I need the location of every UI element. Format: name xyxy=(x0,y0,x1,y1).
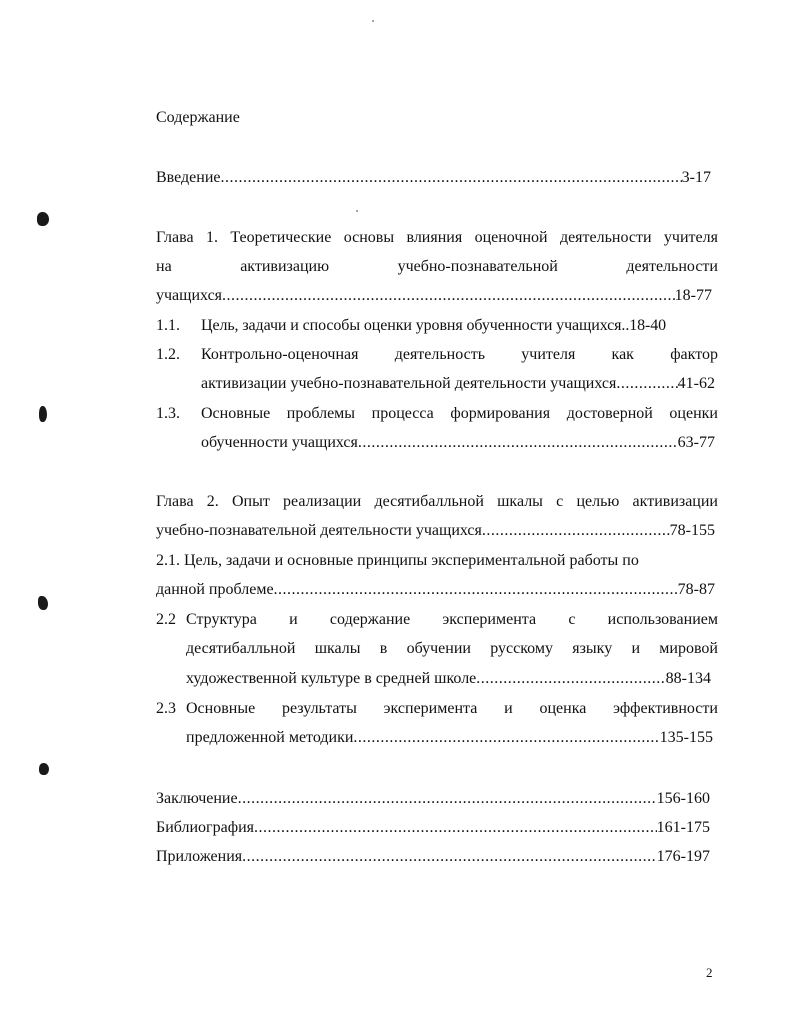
word: учебно-познавательной xyxy=(397,258,558,275)
word: целью xyxy=(576,493,620,510)
word: эффективности xyxy=(613,700,718,717)
toc-label: Библиография xyxy=(156,819,254,836)
toc-pages: 176-197 xyxy=(656,848,710,865)
word: десятибалльной xyxy=(186,640,296,657)
word: результаты xyxy=(281,700,357,717)
word: с xyxy=(568,611,576,628)
toc-pages: 156-160 xyxy=(656,790,710,807)
toc-section-1-1: Цель, задачи и способы оценки уровня обученности учащихся..18-40 xyxy=(201,317,667,334)
toc-label: художественной культуре в средней школе xyxy=(186,670,477,687)
toc-label: предложенной методики xyxy=(186,729,354,746)
toc-section-2-2-line1 xyxy=(186,610,718,630)
toc-pages: 135-155 xyxy=(659,729,713,746)
page-title: Содержание xyxy=(156,109,240,126)
word: эксперимента xyxy=(383,700,478,717)
toc-leader xyxy=(616,374,677,394)
word: процесса xyxy=(371,405,434,422)
toc-section-2-3-line2 xyxy=(186,728,713,748)
word: проблемы xyxy=(286,405,356,422)
toc-label: данной проблеме xyxy=(156,581,274,598)
section-number: 1.2. xyxy=(156,346,180,363)
toc-chapter2-line2 xyxy=(156,521,715,541)
word: на xyxy=(156,258,172,275)
scan-mark-1 xyxy=(37,212,49,226)
word: Контрольно-оценочная xyxy=(201,346,359,363)
toc-entry-conclusion xyxy=(156,789,710,809)
toc-pages: 161-175 xyxy=(656,819,710,836)
toc-label: учебно-познавательной деятельности учащихся xyxy=(156,522,482,539)
word: использованием xyxy=(607,611,718,628)
toc-leader xyxy=(242,847,657,867)
toc-section-2-1-line2 xyxy=(156,580,715,600)
toc-label: учащихся xyxy=(156,287,223,304)
word: достоверной xyxy=(566,405,653,422)
toc-pages: 41-62 xyxy=(677,375,715,392)
toc-pages: 78-155 xyxy=(669,522,715,539)
section-number: 2.2 xyxy=(156,611,176,628)
word: шкалы xyxy=(314,640,361,657)
word: реализации xyxy=(283,493,362,510)
word: фактор xyxy=(670,346,718,363)
toc-label: активизации учебно-познавательной деятельности учащихся xyxy=(201,375,617,392)
word: Теоретические xyxy=(230,229,332,246)
toc-leader xyxy=(353,728,659,748)
scan-mark-3 xyxy=(38,596,48,610)
scan-mark-2 xyxy=(39,406,47,422)
toc-leader xyxy=(274,580,678,600)
toc-section-1-2-line2 xyxy=(201,374,715,394)
word: оценки xyxy=(669,405,718,422)
page-number: 2 xyxy=(706,965,713,980)
toc-leader xyxy=(238,789,657,809)
toc-section-1-3-line1 xyxy=(201,404,718,424)
word: в xyxy=(379,640,388,657)
word: оценка xyxy=(539,700,587,717)
word: языку xyxy=(572,640,613,657)
word: основы xyxy=(343,229,395,246)
toc-section-1-2-line1 xyxy=(201,345,718,365)
toc-leader xyxy=(482,521,670,541)
word: активизацию xyxy=(240,258,330,275)
word: деятельности xyxy=(626,258,718,275)
word: шкалы xyxy=(497,493,543,510)
toc-section-2-3-line1 xyxy=(186,699,718,719)
word: как xyxy=(611,346,634,363)
toc-section-2-1-line1: 2.1. Цель, задачи и основные принципы экспериментальной работы по xyxy=(156,552,639,569)
toc-entry-bibliography xyxy=(156,818,710,838)
word: влияния xyxy=(406,229,463,246)
scan-mark-4 xyxy=(39,763,49,775)
toc-pages: 78-87 xyxy=(677,581,715,598)
word: содержание xyxy=(329,611,411,628)
word: 1. xyxy=(205,229,218,246)
word: учителя xyxy=(521,346,576,363)
word: деятельность xyxy=(394,346,486,363)
toc-section-1-3-line2 xyxy=(201,433,715,453)
toc-pages: 18-77 xyxy=(674,287,712,304)
toc-leader xyxy=(221,168,682,188)
word: и xyxy=(631,640,641,657)
toc-section-2-2-line2 xyxy=(186,639,718,659)
toc-leader xyxy=(358,433,678,453)
toc-chapter1-line3 xyxy=(156,286,712,306)
word: обучении xyxy=(406,640,471,657)
word: Основные xyxy=(186,700,256,717)
toc-leader xyxy=(476,669,665,689)
toc-entry-introduction xyxy=(156,168,711,188)
toc-label: Введение xyxy=(156,169,221,186)
word: Глава xyxy=(156,229,194,246)
toc-label: Приложения xyxy=(156,848,243,865)
word: мировой xyxy=(659,640,718,657)
toc-chapter1-line2 xyxy=(156,257,718,277)
word: Основные xyxy=(201,405,271,422)
toc-section-2-2-line3 xyxy=(186,669,711,689)
toc-leader xyxy=(254,818,657,838)
toc-label: обученности учащихся xyxy=(201,434,358,451)
word: русскому xyxy=(490,640,553,657)
toc-pages: 3-17 xyxy=(681,169,711,186)
word: оценочной xyxy=(474,229,548,246)
word: и xyxy=(289,611,298,628)
word: с xyxy=(556,493,564,510)
word: 2. xyxy=(206,493,219,510)
section-number: 1.1. xyxy=(156,317,180,334)
toc-leader xyxy=(222,286,675,306)
word: формирования xyxy=(450,405,551,422)
word: и xyxy=(504,700,513,717)
toc-pages: 63-77 xyxy=(677,434,715,451)
scan-speck xyxy=(356,210,358,212)
word: эксперимента xyxy=(442,611,537,628)
word: десятибалльной xyxy=(374,493,484,510)
word: Опыт xyxy=(231,493,270,510)
word: Глава xyxy=(156,493,194,510)
section-number: 1.3. xyxy=(156,405,180,422)
toc-entry-appendices xyxy=(156,847,710,867)
section-number: 2.3 xyxy=(156,700,176,717)
toc-chapter2-line1 xyxy=(156,492,718,512)
word: учителя xyxy=(663,229,718,246)
toc-chapter1-line1 xyxy=(156,228,718,248)
scan-speck xyxy=(372,20,374,22)
toc-label: Заключение xyxy=(156,790,238,807)
toc-pages: 88-134 xyxy=(665,670,711,687)
word: активизации xyxy=(632,493,718,510)
word: деятельности xyxy=(559,229,652,246)
word: Структура xyxy=(186,611,257,628)
